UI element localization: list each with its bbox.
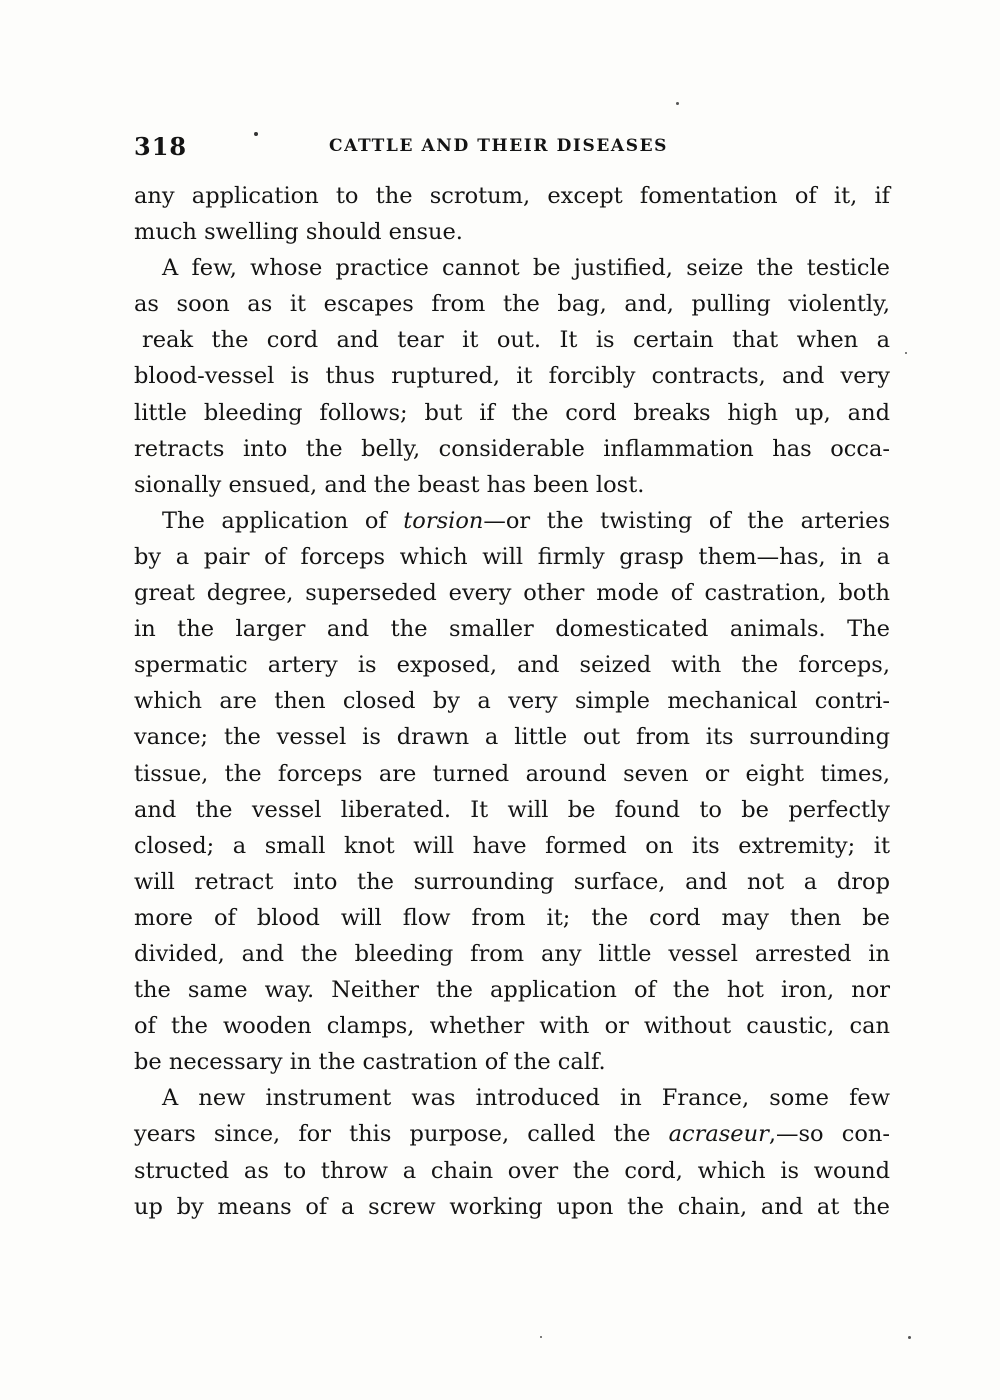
ink-speck	[908, 1336, 911, 1339]
ink-speck	[676, 102, 679, 105]
text-line: little bleeding follows; but if the cord breaks high up, and	[134, 399, 890, 426]
text-line: by a pair of forceps which will firmly grasp them—has, in a	[134, 543, 890, 570]
text-line: and the vessel liberated. It will be found to be perfectly	[134, 796, 890, 823]
running-head: CATTLE AND THEIR DISEASES	[329, 136, 669, 156]
paragraph	[134, 503, 890, 1081]
text-line: tissue, the forceps are turned around seven or eight times,	[134, 760, 890, 787]
text-line: the same way. Neither the application of the hot iron, nor	[134, 977, 890, 1004]
text-run: The application of	[162, 507, 404, 534]
text-line: divided, and the bleeding from any little vessel arrested in	[134, 940, 890, 967]
text-line: which are then closed by a very simple mechanical contri-	[134, 688, 890, 715]
text-line: great degree, superseded every other mode of castration, both	[134, 580, 890, 607]
text-line: of the wooden clamps, whether with or without caustic, can	[134, 1013, 890, 1040]
paragraph	[134, 250, 890, 503]
page-number: 318	[134, 132, 188, 161]
text-line: vance; the vessel is drawn a little out from its surrounding	[134, 724, 890, 751]
text-line: in the larger and the smaller domesticated animals. The	[134, 616, 890, 643]
text-line: much swelling should ensue.	[134, 219, 463, 246]
ink-speck	[254, 132, 258, 136]
body-text	[134, 178, 890, 1225]
text-run: years since, for this purpose, called the	[134, 1121, 669, 1148]
text-line: up by means of a screw working upon the chain, and at the	[134, 1193, 890, 1220]
text-line: spermatic artery is exposed, and seized with the forceps,	[134, 652, 890, 679]
text-line: will retract into the surrounding surface, and not a drop	[134, 868, 890, 895]
page-header	[134, 128, 694, 168]
text-line: A new instrument was introduced in France, some few	[162, 1085, 890, 1112]
text-run: ,—so con-	[768, 1121, 890, 1148]
ink-speck	[540, 1336, 542, 1338]
text-line: structed as to throw a chain over the cord, which is wound	[134, 1157, 890, 1184]
text-line: blood-vessel is thus ruptured, it forcibly contracts, and very	[134, 363, 890, 390]
text-line	[134, 1116, 890, 1152]
text-line: as soon as it escapes from the bag, and, pulling violently,	[134, 291, 890, 318]
italic-term: torsion	[403, 507, 484, 534]
text-run: —or the twisting of the arteries	[483, 507, 891, 534]
text-line: retracts into the belly, considerable inflammation has occa-	[134, 435, 890, 462]
text-line	[134, 503, 890, 539]
text-line: closed; a small knot will have formed on its extremity; it	[134, 832, 890, 859]
italic-term: acraseur	[668, 1121, 769, 1148]
text-line: sionally ensued, and the beast has been lost.	[134, 471, 645, 498]
text-line: be necessary in the castration of the calf.	[134, 1049, 606, 1076]
text-line: more of blood will flow from it; the cord may then be	[134, 904, 890, 931]
paragraph	[134, 178, 890, 250]
text-line: reak the cord and tear it out. It is certain that when a	[142, 327, 890, 354]
paragraph	[134, 1080, 890, 1224]
ink-speck	[905, 352, 907, 354]
text-line: A few, whose practice cannot be justified, seize the testicle	[162, 255, 890, 282]
text-line: any application to the scrotum, except fomentation of it, if	[134, 183, 890, 209]
